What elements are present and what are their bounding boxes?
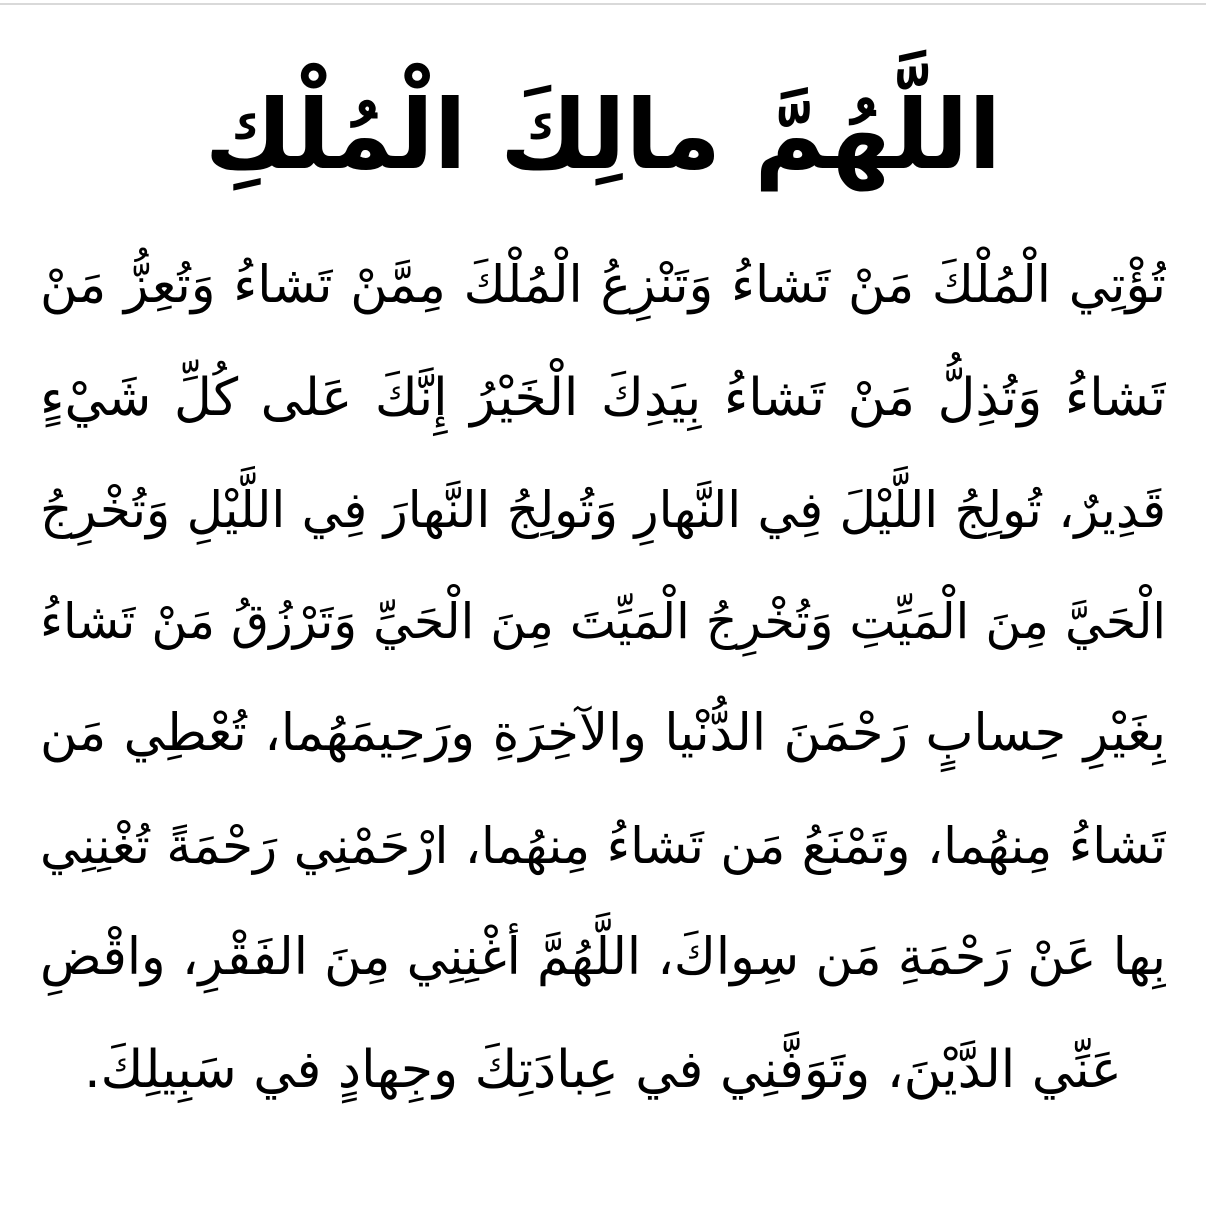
prayer-line: تُؤْتِي الْمُلْكَ مَنْ تَشاءُ وَتَنْزِعُ الْمُلْكَ مِمَّنْ تَشاءُ وَتُعِزُّ مَنْ (40, 256, 1166, 315)
prayer-line: بِها عَنْ رَحْمَةِ مَن سِواكَ، اللَّهُمَّ أغْنِنِي مِنَ الفَقْرِ، واقْضِ (40, 928, 1166, 987)
prayer-body (40, 230, 1166, 1126)
prayer-line: تَشاءُ وَتُذِلُّ مَنْ تَشاءُ بِيَدِكَ الْخَيْرُ إِنَّكَ عَلى كُلِّ شَيْءٍ (40, 368, 1166, 428)
prayer-line: بِغَيْرِ حِسابٍ رَحْمَنَ الدُّنْيا والآخِرَةِ ورَحِيمَهُما، تُعْطِي مَن (40, 704, 1166, 763)
prayer-title: اللَّهُمَّ مالِكَ الْمُلْكِ (204, 79, 1002, 191)
prayer-line: الْحَيَّ مِنَ الْمَيِّتِ وَتُخْرِجُ الْمَيِّتَ مِنَ الْحَيِّ وَتَرْزُقُ مَنْ تَشاءُ (40, 593, 1166, 650)
top-divider (0, 3, 1206, 5)
prayer-document (40, 40, 1166, 1170)
prayer-line: عَنِّي الدَّيْنَ، وتَوَفَّنِي في عِبادَتِكَ وجِهادٍ في سَبِيلِكَ. (84, 1040, 1122, 1100)
prayer-line: تَشاءُ مِنهُما، وتَمْنَعُ مَن تَشاءُ مِنهُما، ارْحَمْنِي رَحْمَةً تُغْنِنِي (40, 817, 1166, 875)
prayer-line: قَدِيرٌ، تُولِجُ اللَّيْلَ فِي النَّهارِ وَتُولِجُ النَّهارَ فِي اللَّيْلِ وَتُخْرِجُ (40, 481, 1166, 539)
